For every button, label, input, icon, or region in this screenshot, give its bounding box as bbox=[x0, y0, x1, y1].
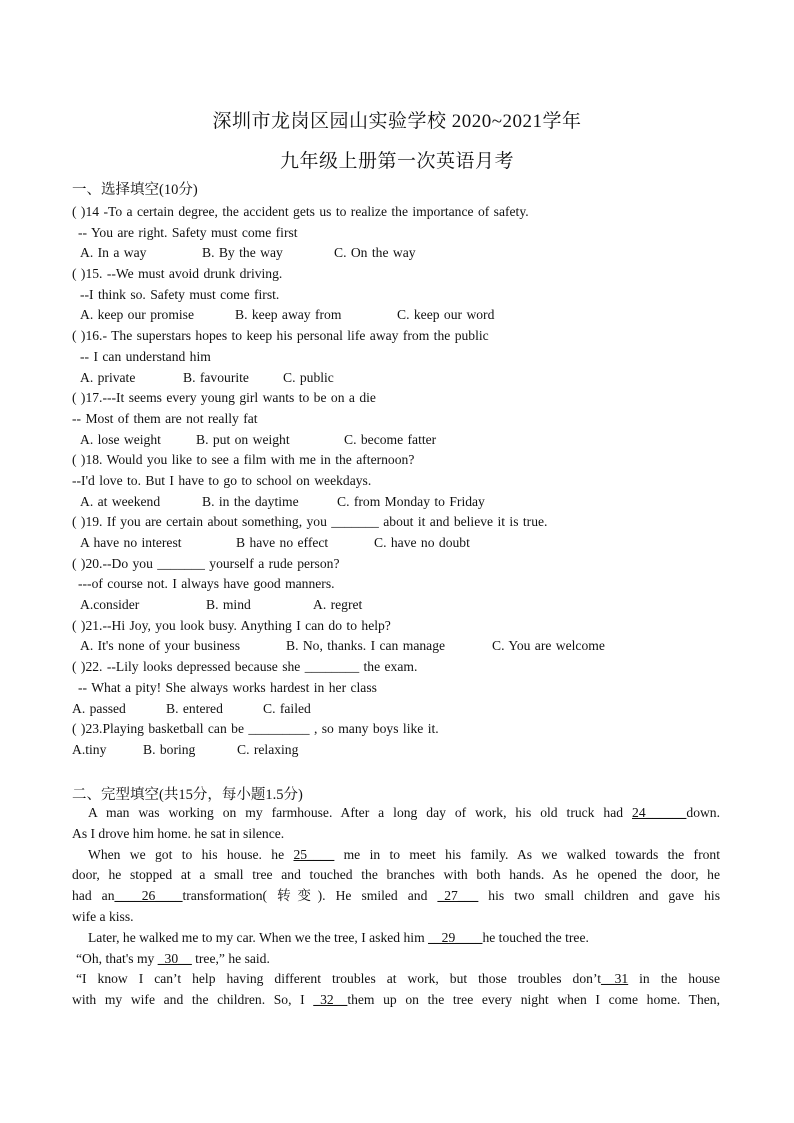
question-17-stem: ( )17.---It seems every young girl wants to be on a die bbox=[72, 390, 376, 406]
option-b: B. By the way bbox=[202, 245, 283, 261]
cloze-passage bbox=[72, 803, 720, 1011]
question-18-stem: ( )18. Would you like to see a film with me in the afternoon? bbox=[72, 452, 415, 468]
question-14-reply: -- You are right. Safety must come first bbox=[78, 224, 298, 240]
option-c: C. from Monday to Friday bbox=[337, 493, 485, 509]
cloze-text: tree,” he said. bbox=[191, 950, 270, 966]
option-c: A. regret bbox=[313, 597, 363, 613]
option-a: A. keep our promise bbox=[80, 307, 194, 323]
option-b: B. No, thanks. I can manage bbox=[286, 638, 446, 654]
question-15-reply: --I think so. Safety must come first. bbox=[80, 286, 280, 302]
cloze-text: down. bbox=[686, 805, 720, 820]
option-b: B. boring bbox=[143, 741, 196, 757]
option-b: B. put on weight bbox=[196, 431, 290, 447]
option-c: C. relaxing bbox=[237, 741, 299, 757]
question-17-options bbox=[72, 430, 732, 451]
question-14-stem: ( )14 -To a certain degree, the accident gets us to realize the importance of safety. bbox=[72, 204, 529, 219]
option-a: A have no interest bbox=[80, 535, 182, 550]
question-19-stem: ( )19. If you are certain about something, you _______ about it and believe it is true. bbox=[72, 514, 548, 530]
cloze-line: door, he stopped at a small tree and touched the branches with both hands. As he opened the door, he bbox=[72, 867, 720, 883]
exam-title-subtitle: 九年级上册第一次英语月考 bbox=[279, 151, 514, 172]
question-22-stem: ( )22. --Lily looks depressed because she ________ the exam. bbox=[72, 659, 418, 675]
option-a: A. passed bbox=[72, 700, 126, 716]
question-23-stem: ( )23.Playing basketball can be _________ , so many boys like it. bbox=[72, 721, 439, 737]
option-c: C. On the way bbox=[334, 245, 416, 261]
blank-32: _32__ bbox=[313, 992, 348, 1008]
exam-title-school: 深圳市龙岗区园山实验学校 2020~2021学年 bbox=[212, 111, 582, 132]
blank-26: ____26____ bbox=[114, 888, 183, 904]
question-16-options bbox=[72, 368, 732, 389]
blank-30: _30__ bbox=[157, 950, 192, 966]
question-21-stem: ( )21.--Hi Joy, you look busy. Anything I can do to help? bbox=[72, 617, 391, 633]
question-18-reply: --I'd love to. But I have to go to school on weekdays. bbox=[72, 472, 372, 488]
question-19-options bbox=[72, 533, 732, 554]
question-20-reply: ---of course not. I always have good manners. bbox=[78, 576, 335, 592]
question-20-stem: ( )20.--Do you _______ yourself a rude person? bbox=[72, 555, 340, 571]
cloze-text: Later, he walked me to my car. When we the tree, I asked him bbox=[88, 929, 429, 945]
question-20-options bbox=[72, 595, 732, 616]
question-16-reply: -- I can understand him bbox=[80, 348, 211, 364]
option-b: B. in the daytime bbox=[202, 493, 299, 509]
cloze-line bbox=[72, 928, 720, 949]
question-22-reply: -- What a pity! She always works hardest in her class bbox=[78, 679, 377, 695]
option-a: A. at weekend bbox=[80, 493, 161, 509]
cloze-text: “Oh, that's my bbox=[76, 950, 158, 966]
question-23-options bbox=[72, 740, 732, 761]
cloze-text: A man was working on my farmhouse. After a long day of work, his old truck had bbox=[88, 805, 633, 820]
option-c: C. You are welcome bbox=[492, 638, 605, 654]
cloze-text: me in to meet his family. As we walked towards the front bbox=[334, 846, 720, 862]
section-heading-multiple-choice: 一、选择填空(10分) bbox=[72, 182, 198, 198]
question-18-options bbox=[72, 492, 732, 513]
question-15-options bbox=[72, 305, 732, 326]
cloze-text: his two small children and gave his bbox=[478, 888, 720, 904]
option-b: B. entered bbox=[166, 700, 223, 716]
option-b: B have no effect bbox=[236, 535, 329, 550]
cloze-text: had an bbox=[72, 888, 115, 904]
blank-27: _27___ bbox=[437, 888, 479, 904]
cloze-line bbox=[72, 886, 720, 907]
option-b: B. mind bbox=[206, 597, 251, 613]
cloze-line bbox=[72, 845, 720, 866]
option-a: A. lose weight bbox=[80, 431, 161, 447]
cloze-text: “I know I can’t help having different troubles at work, but those troubles don’t bbox=[76, 971, 601, 987]
blank-29: __29____ bbox=[428, 929, 483, 945]
cloze-text: in the house bbox=[628, 971, 720, 987]
blank-24: 24______ bbox=[632, 805, 687, 820]
cloze-line bbox=[72, 969, 720, 990]
multiple-choice-section bbox=[72, 202, 732, 761]
option-a: A. private bbox=[80, 369, 136, 385]
cloze-text: he touched the tree. bbox=[482, 929, 589, 945]
cloze-text: transformation( 转变). He smiled and bbox=[182, 888, 438, 904]
cloze-line: wife a kiss. bbox=[72, 908, 134, 924]
section-heading-cloze: 二、完型填空(共15分，每小题1.5分) bbox=[72, 787, 303, 803]
option-c: C. keep our word bbox=[397, 307, 495, 323]
option-a: A. It's none of your business bbox=[80, 638, 240, 654]
option-c: C. public bbox=[283, 369, 334, 385]
option-b: B. favourite bbox=[183, 369, 249, 385]
question-14-options bbox=[72, 243, 732, 264]
blank-31: __31 bbox=[601, 971, 629, 987]
question-16-stem: ( )16.- The superstars hopes to keep his personal life away from the public bbox=[72, 328, 489, 344]
cloze-text: them up on the tree every night when I come home. Then, bbox=[347, 992, 720, 1008]
cloze-line bbox=[72, 803, 720, 824]
cloze-line bbox=[72, 949, 720, 970]
cloze-line bbox=[72, 990, 720, 1011]
cloze-line: As I drove him home. he sat in silence. bbox=[72, 825, 285, 841]
option-a: A. In a way bbox=[80, 245, 147, 261]
option-a: A.consider bbox=[80, 597, 140, 613]
cloze-text: with my wife and the children. So, I bbox=[72, 992, 314, 1008]
question-21-options bbox=[72, 636, 732, 657]
question-15-stem: ( )15. --We must avoid drunk driving. bbox=[72, 266, 283, 282]
cloze-text: When we got to his house. he bbox=[88, 846, 294, 862]
option-c: C. failed bbox=[263, 700, 311, 716]
option-c: C. become fatter bbox=[344, 431, 437, 447]
option-c: C. have no doubt bbox=[374, 535, 470, 550]
blank-25: 25____ bbox=[293, 846, 335, 862]
option-a: A.tiny bbox=[72, 741, 107, 757]
option-b: B. keep away from bbox=[235, 307, 342, 323]
question-17-reply: -- Most of them are not really fat bbox=[72, 410, 258, 426]
question-22-options bbox=[72, 699, 732, 720]
